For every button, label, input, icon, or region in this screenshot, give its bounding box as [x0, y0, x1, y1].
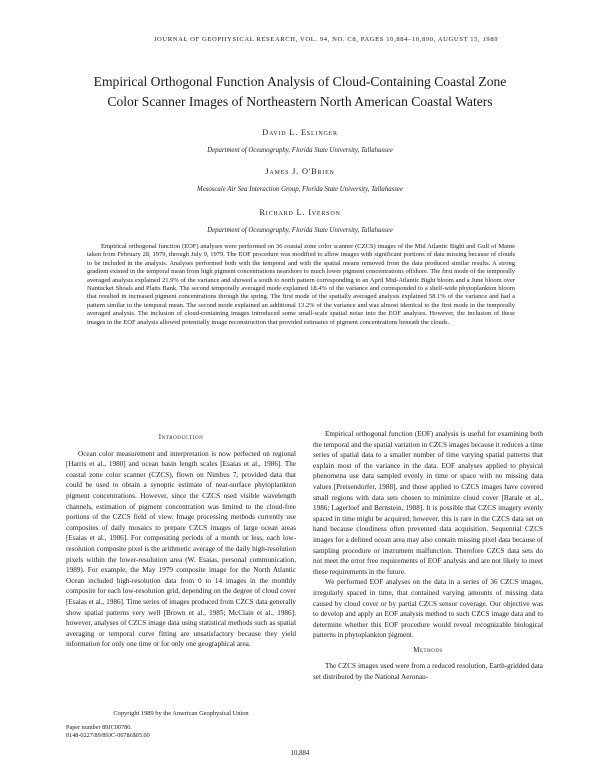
right-column [313, 429, 543, 683]
abstract: Empirical orthogonal function (EOF) analyses were performed on 36 coastal zone color scanner (CZCS) images of the Mid Atlantic Bight and Gulf of Maine taken from February 28, 1979, through July 9, 1979. The EOF procedure was modified to allow images with significant portions of data missing because of clouds to be included in the analysis. Analyses performed both with the temporal and with the spatial means removed from the data produced similar results. A strong gradient existed in the temporal mean from high pigment concentrations nearshore to much lower pigment concentrations offshore. The first mode of the temporally averaged analysis explained 21.9% of the variance and showed a south to north pattern corresponding to an April Mid-Atlantic Bight bloom and a June bloom over Nantucket Shoals and Platts Bank. The second temporally averaged mode explained 18.4% of the variance and corresponded to a shelf-wide phytoplankton bloom that resulted in increased pigment concentrations through the spring. The first mode of the spatially averaged analysis explained 58.1% of the variance and had a pattern similar to the temporal mean. The second mode explained an additional 13.2% of the variance and was almost identical to the first mode in the temporally averaged analysis. The inclusion of cloud-containing images introduced some small-scale spatial noise into the EOF analyses. However, the inclusion of these images in the EOF analysis allowed potentially image reconstruction that provided estimates of pigment concentrations beneath the clouds. [87, 243, 515, 326]
author-affiliation: Department of Oceanography, Florida State University, Tallahassee [207, 147, 393, 154]
page-number: 10,884 [290, 750, 310, 757]
left-column [66, 429, 296, 650]
running-head: JOURNAL OF GEOPHYSICAL RESEARCH, VOL. 94, NO. C8, PAGES 10,884–10,890, AUGUST 15, 1989 [153, 36, 499, 43]
paper-code: 0148-0227/89/89JC-00786$05.00 [66, 732, 150, 739]
copyright-notice: Copyright 1989 by the American Geophysical Union [113, 710, 249, 717]
body-paragraph: Ocean color measurement and interpretation is now perfected on regional [Harris et al., 1980] and ocean basin length scales [Esaias et al., 1986]. The coastal zone color scanner (CZCS), flown on Nimbus 7, provided data that could be used to obtain a synoptic estimate of near-surface phytoplankton pigment concentrations. However, since the CZCS used visible wavelength channels, estimation of pigment concentration was limited to the cloud-free portions of the CZCS field of view. Image processing methods currently use composites of daily mosaics to prepare CZCS images of large ocean areas [Esaias et al., 1986]. For compositing periods of a month or less, each low-resolution composite pixel is the arithmetic average of the daily high-resolution pixels within the lower-resolution area (W. Esaias, personal communication, 1989). For example, the May 1979 composite image for the North Atlantic Ocean included high-resolution data from 0 to 14 images in the monthly composite for each low-resolution grid, depending on the degree of cloud cover [Esaias et al., 1986]. Time series of images produced from CZCS data generally show spatial patterns very well [Brown et al., 1985; McClain et al., 1986]; however, analyses of CZCS image data using statistical methods such as spatial averaging or temporal curve fitting are unsatisfactory because they yield information for only one time or for only one geographical area. [66, 449, 296, 649]
section-heading-methods: Methods [413, 645, 443, 654]
paper-number-block [66, 724, 296, 740]
body-paragraph: We performed EOF analyses on the data in a series of 36 CZCS images, irregularly spaced in time, that contained varying amounts of missing data caused by cloud cover or by partial CZCS sensor coverage. Our objective was to develop and apply an EOF analysis method to such CZCS image data and to determine whether this EOF procedure would reveal recognizable biological patterns in phytoplankton pigment. [313, 578, 543, 640]
author-name: Richard L. Iverson [259, 208, 341, 217]
body-paragraph: The CZCS images used were from a reduced resolution, Earth-gridded data set distributed by the National Aeronau- [313, 662, 543, 682]
section-heading-introduction: Introduction [158, 433, 204, 441]
author-name: David L. Eslinger [262, 128, 338, 137]
author-affiliation: Mesoscale Air Sea Interaction Group, Florida State University, Tallahassee [197, 186, 403, 193]
author-affiliation: Department of Oceanography, Florida State University, Tallahassee [207, 227, 393, 234]
body-paragraph: Empirical orthogonal function (EOF) analysis is useful for examining both the temporal and the spatial variation in CZCS images because it reduces a time series of spatial data to a smaller number of time varying spatial patterns that explain most of the variance in the data. EOF analyses applied to physical phenomena use data sampled evenly in time or space with no missing data values [Preisendorfer, 1988], and those applied to CZCS images have covered small regions with data sets chosen to minimize cloud cover [Barale et al., 1986; Lagerloef and Bernstein, 1988]. It is possible that CZCS imagery evenly spaced in time might be acquired; however, this is rare in the CZCS data set on hand because cloudiness often prevented data acquisition. Sequential CZCS images for a defined ocean area may also contain missing pixel data because of sampling procedure or instrument malfunction. Therefore CZCS data sets do not meet the error free requirements of EOF analysis and are not likely to meet these requirements in the future. [313, 430, 543, 576]
title-line-2: Color Scanner Images of Northeastern North American Coastal Waters [107, 94, 493, 109]
author-name: James J. O'Brien [265, 167, 335, 176]
title-line-1: Empirical Orthogonal Function Analysis of Cloud-Containing Coastal Zone [93, 74, 507, 89]
article-title [40, 72, 560, 112]
paper-number: Paper number 89JC00786. [66, 724, 132, 731]
